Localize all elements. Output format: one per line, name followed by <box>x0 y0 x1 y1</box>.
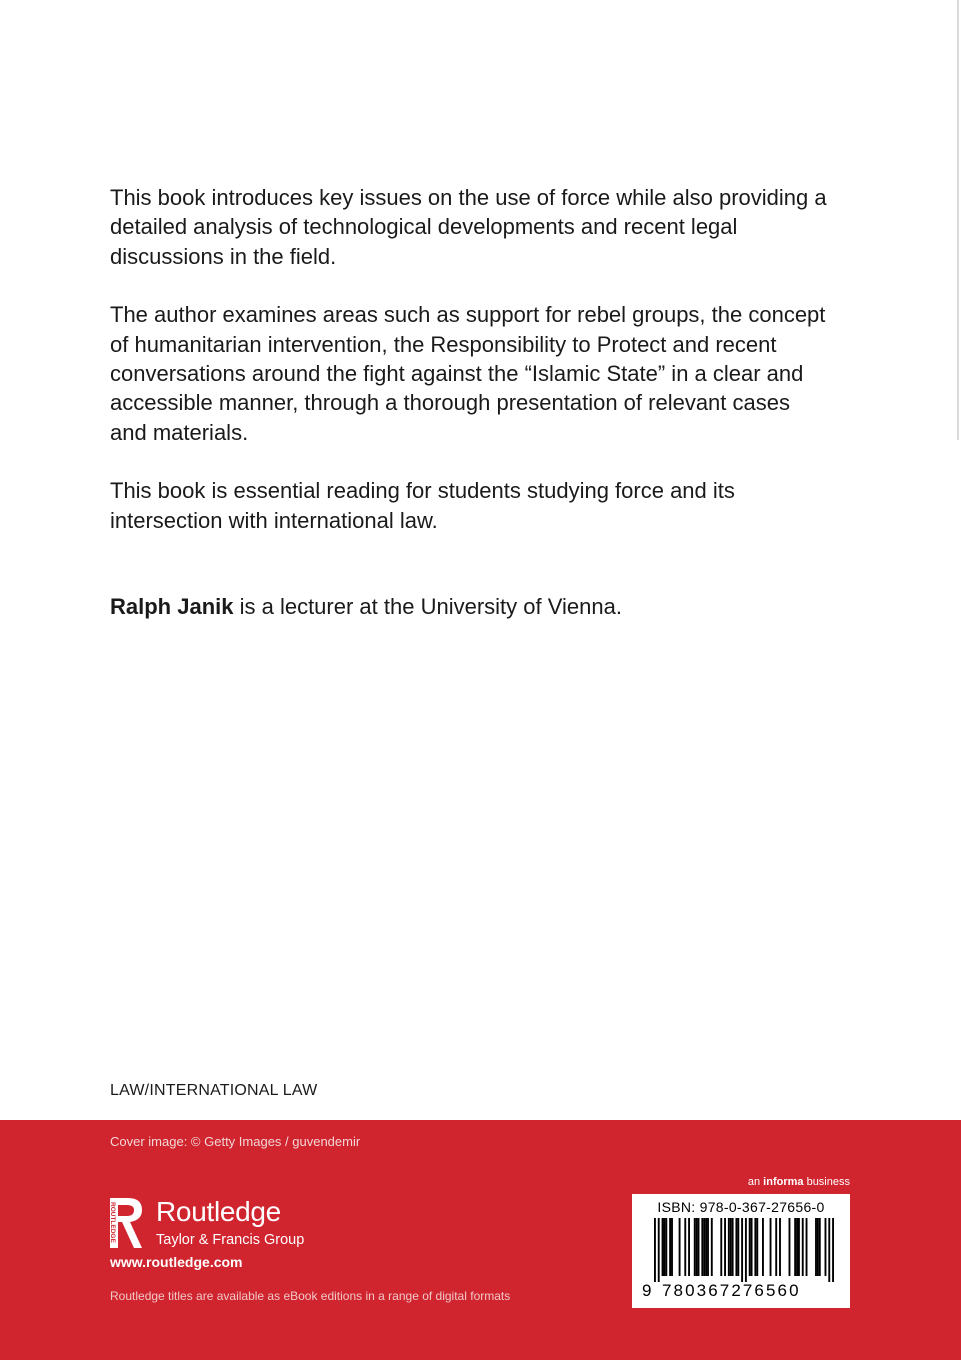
barcode-bar <box>654 1218 656 1282</box>
barcode-bar <box>735 1218 737 1276</box>
blurb-paragraph: The author examines areas such as support for rebel groups, the concept of humanitarian intervention, the Responsibility to Protect and recent conversations around the fight against the “Islamic State” in a clear and accessible manner, through a thorough presentation of relevant cases and materials. <box>110 302 826 445</box>
barcode-bar <box>696 1218 698 1276</box>
cover-credit: Cover image: © Getty Images / guvendemir <box>110 1134 361 1149</box>
barcode-bar <box>732 1218 734 1276</box>
barcode-bar <box>828 1218 830 1282</box>
barcode-bar <box>762 1218 764 1276</box>
barcode-bar <box>705 1218 707 1276</box>
barcode-digits: 780367276560 <box>662 1281 801 1300</box>
barcode-bar <box>825 1218 827 1276</box>
author-bio <box>110 592 830 621</box>
barcode-bar <box>775 1218 777 1276</box>
routledge-mark-icon <box>108 1196 144 1250</box>
footer-band <box>0 1120 961 1360</box>
barcode-bar <box>663 1218 665 1276</box>
barcode-bar <box>703 1218 705 1276</box>
barcode-bar <box>749 1218 751 1276</box>
publisher-group: Taylor & Francis Group <box>156 1232 305 1248</box>
barcode-bar <box>756 1218 758 1276</box>
ebook-note: Routledge titles are available as eBook editions in a range of digital formats <box>110 1289 511 1303</box>
barcode-bar <box>819 1218 821 1276</box>
barcode-bar <box>794 1218 796 1276</box>
barcode-bar <box>730 1218 732 1276</box>
barcode-bar <box>751 1218 753 1276</box>
author-name: Ralph Janik <box>110 594 234 619</box>
barcode-bar <box>796 1218 798 1276</box>
barcode-bar <box>770 1218 772 1276</box>
barcode-bar <box>662 1218 664 1276</box>
publisher-url: www.routledge.com <box>110 1254 243 1270</box>
barcode-bar <box>798 1218 800 1276</box>
barcode-bar <box>711 1218 713 1276</box>
publisher-name: Routledge <box>156 1196 281 1227</box>
barcode-bar <box>701 1218 703 1276</box>
page-edge-line <box>957 0 959 440</box>
barcode-bar <box>737 1218 739 1276</box>
barcode-bar <box>724 1218 726 1276</box>
barcode-box <box>632 1194 850 1308</box>
barcode-bar <box>707 1218 709 1276</box>
barcode-bar <box>779 1218 781 1276</box>
barcode-bar <box>679 1218 681 1276</box>
barcode-bar <box>789 1218 791 1276</box>
barcode-bar <box>817 1218 819 1276</box>
author-bio-text: is a lecturer at the University of Vienna. <box>233 594 622 619</box>
barcode-bar <box>802 1218 804 1276</box>
barcode-bar <box>741 1218 743 1282</box>
blurb-paragraph: This book is essential reading for students studying force and its intersection with international law. <box>110 478 735 533</box>
barcode-bar <box>688 1218 690 1276</box>
barcode-bar <box>806 1218 808 1276</box>
informa-business-label: an informa business <box>747 1176 850 1188</box>
routledge-logo <box>108 1196 338 1272</box>
barcode-bar <box>720 1218 722 1276</box>
barcode-bar <box>745 1218 747 1282</box>
svg-text:ROUTLEDGE: ROUTLEDGE <box>109 1202 116 1243</box>
barcode-first-digit: 9 <box>642 1281 652 1300</box>
barcode-bar <box>832 1218 834 1282</box>
barcode-bar <box>658 1218 660 1282</box>
barcode-bar <box>669 1218 671 1276</box>
barcode-bar <box>728 1218 730 1276</box>
isbn-label: ISBN: 978-0-367-27656-0 <box>657 1199 825 1215</box>
barcode-bar <box>754 1218 756 1276</box>
barcode-bar <box>815 1218 817 1276</box>
barcode-bar <box>671 1218 673 1276</box>
barcode-bar <box>698 1218 700 1276</box>
barcode-bars <box>654 1218 834 1282</box>
barcode-bar <box>684 1218 686 1276</box>
blurb <box>110 183 830 564</box>
barcode-bar <box>665 1218 667 1276</box>
subject-category: LAW/INTERNATIONAL LAW <box>110 1082 318 1099</box>
barcode-bar <box>694 1218 696 1276</box>
blurb-paragraph: This book introduces key issues on the use of force while also providing a detailed analysis of technological developments and recent legal discussions in the field. <box>110 185 827 269</box>
